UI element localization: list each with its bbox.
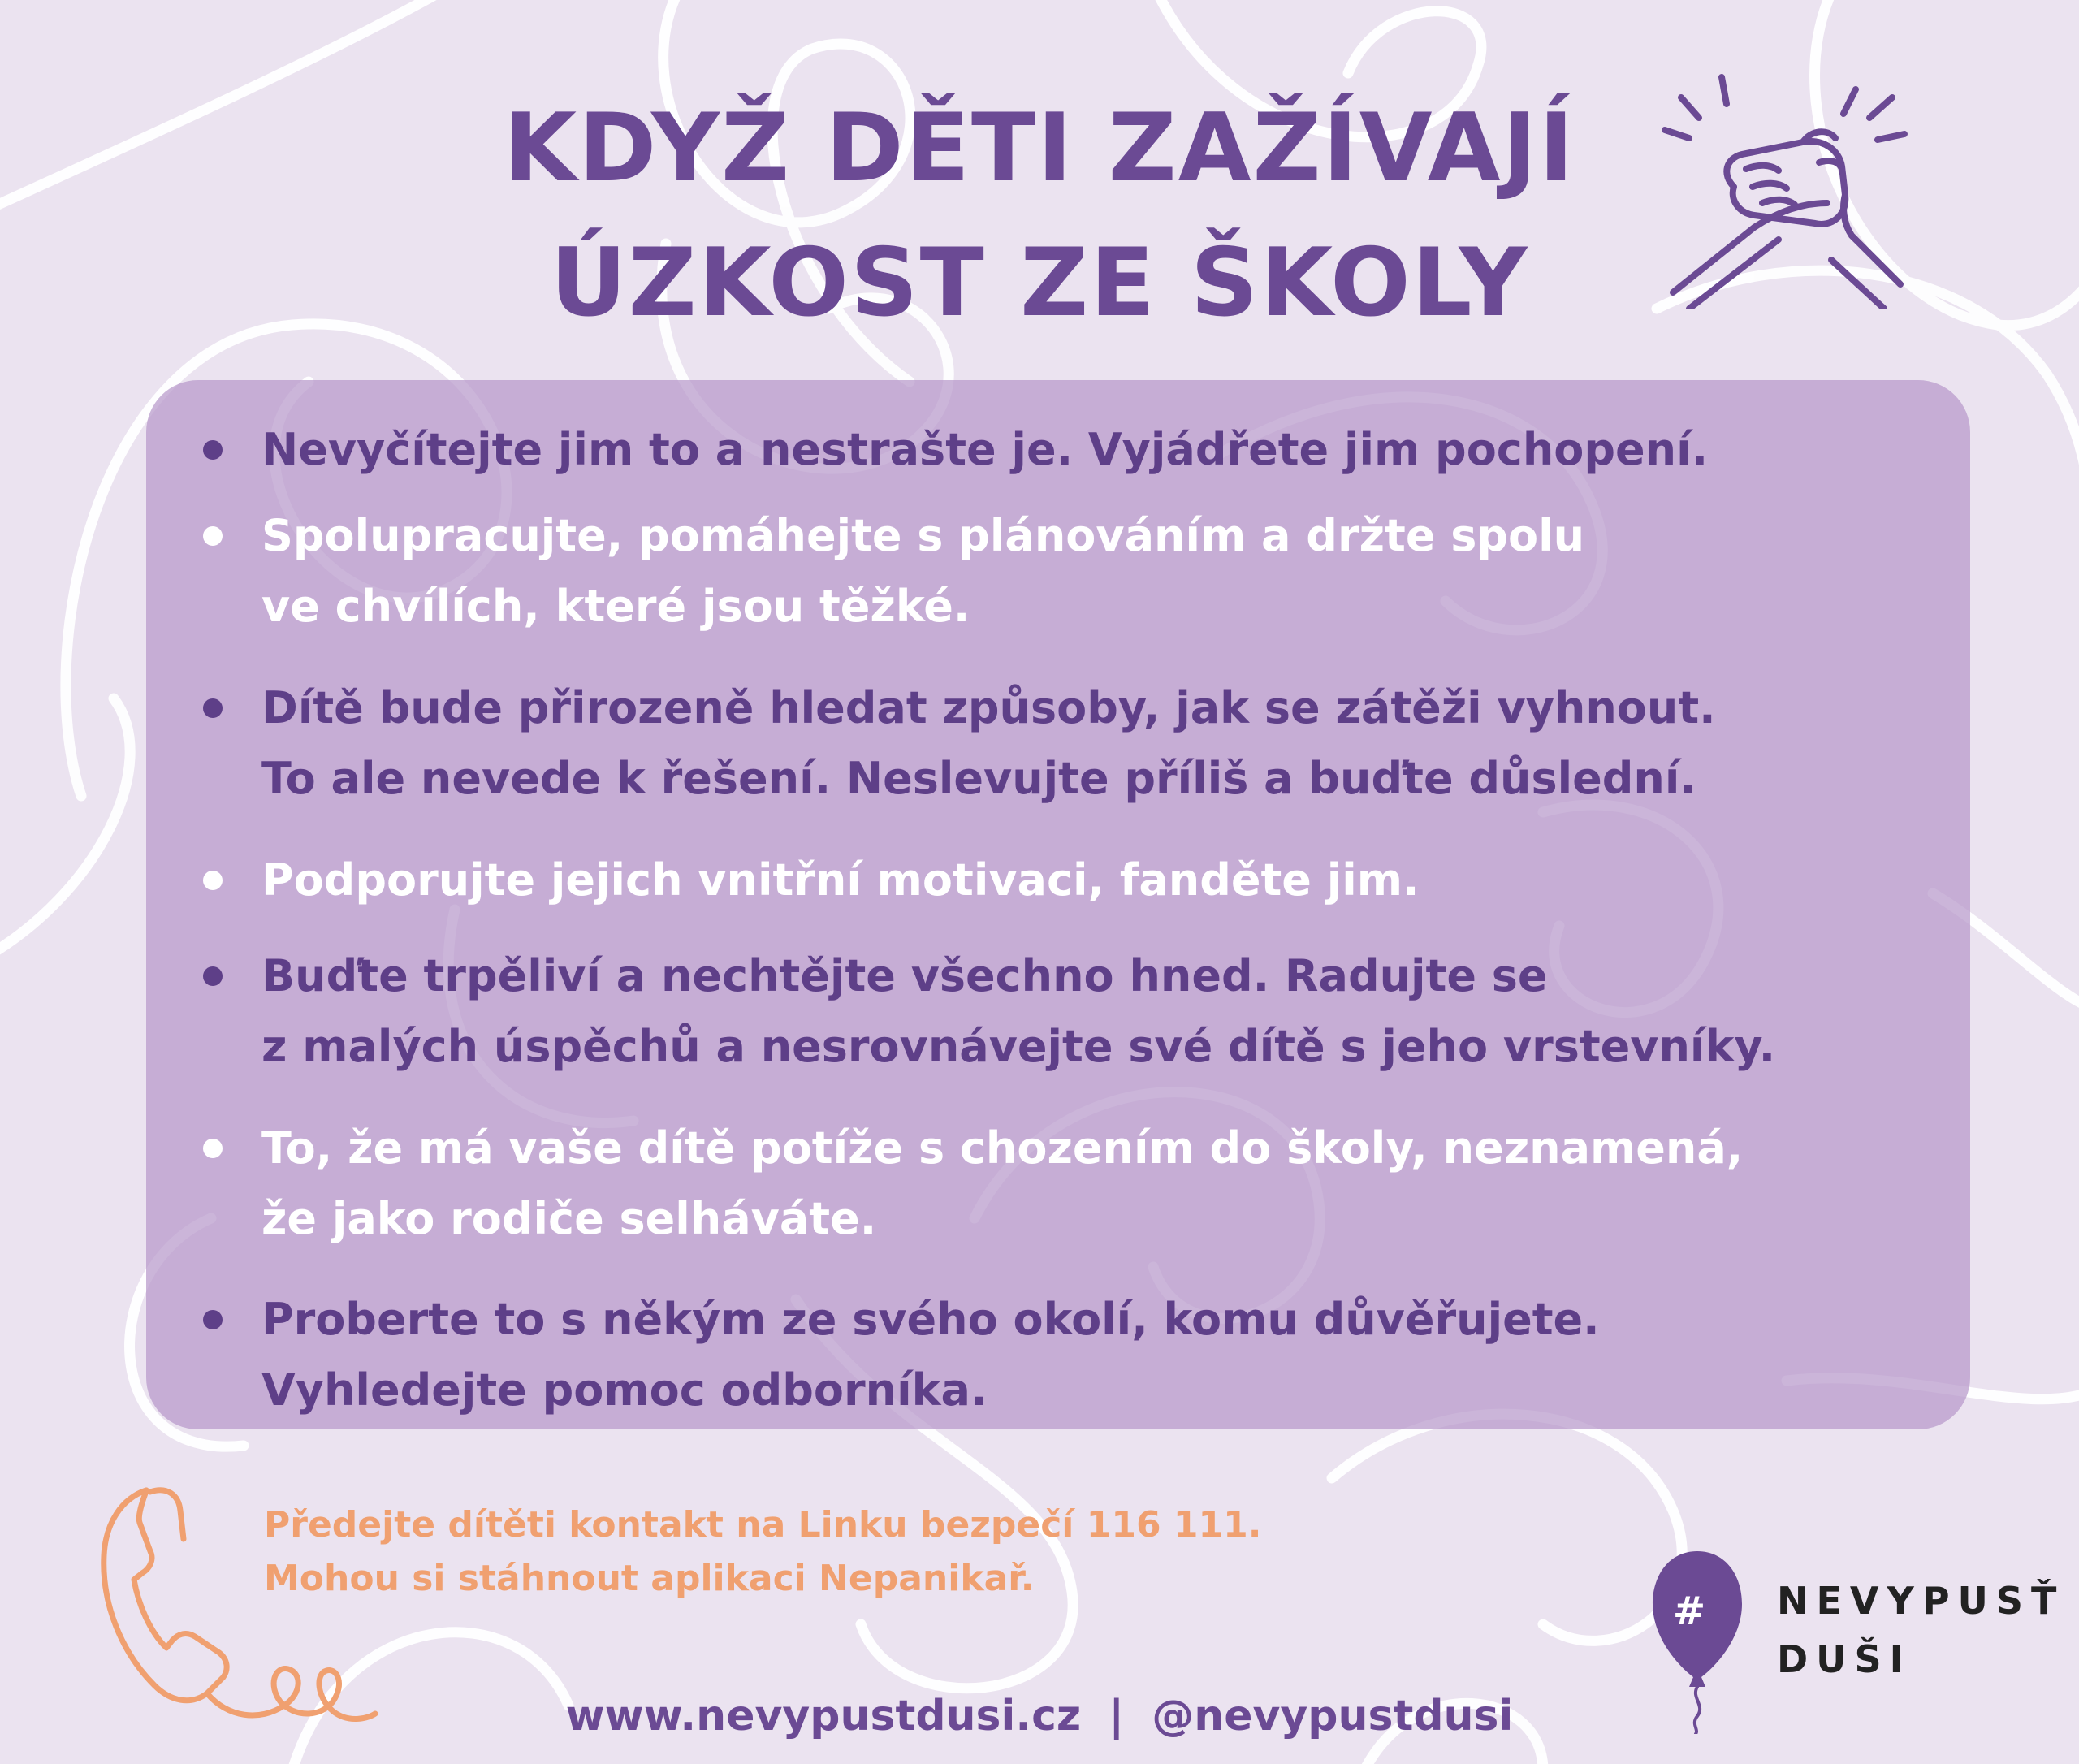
contact-line-2: Mohou si stáhnout aplikaci Nepanikař. [264, 1558, 1035, 1599]
handshake-icon [1657, 73, 1917, 309]
tips-panel [146, 380, 1970, 1429]
bullet-dot-icon [203, 1310, 223, 1329]
brand-logo-text [1777, 1572, 2064, 1688]
tip-text: Dítě bude přirozeně hledat způsoby, jak se zátěži vyhnout. To ale nevede k řešení. Neslevujte příliš a buďte důslední. [261, 682, 1716, 804]
page-title [406, 81, 1673, 351]
balloon-mark: # [1672, 1589, 1706, 1634]
contact-line-1: Předejte dítěti kontakt na Linku bezpečí 116 111. [264, 1504, 1262, 1546]
bullet-dot-icon [203, 966, 223, 986]
tip-text: Buďte trpěliví a nechtějte všechno hned. Radujte se z malých úspěchů a nesrovnávejte své dítě s jeho vrstevníky. [261, 950, 1776, 1072]
footer-links [520, 1686, 1559, 1746]
contact-info [264, 1498, 1320, 1606]
tip-text: Podporujte jejich vnitřní motivaci, fanděte jim. [261, 854, 1420, 906]
title-line-2: ÚZKOST ZE ŠKOLY [550, 228, 1529, 338]
website-link[interactable]: www.nevypustdusi.cz [565, 1692, 1082, 1740]
balloon-icon [1649, 1547, 1746, 1734]
bullet-dot-icon [203, 1139, 223, 1158]
tips-list [146, 380, 1970, 1429]
tip-text: Spolupracujte, pomáhejte s plánováním a držte spolu ve chvílích, které jsou těžké. [261, 510, 1585, 632]
brand-line-1: NEVYPUSŤ [1777, 1579, 2065, 1623]
footer-separator: | [1109, 1692, 1125, 1740]
bullet-dot-icon [203, 526, 223, 546]
tip-text: Proberte to s někým ze svého okolí, komu důvěřujete. Vyhledejte pomoc odborníka. [261, 1294, 1600, 1416]
tip-text: Nevyčítejte jim to a nestrašte je. Vyjádřete jim pochopení. [261, 424, 1709, 475]
bullet-dot-icon [203, 440, 223, 460]
social-handle-link[interactable]: @nevypustdusi [1152, 1692, 1514, 1740]
title-line-1: KDYŽ DĚTI ZAŽÍVAJÍ [504, 93, 1575, 203]
tip-text: To, že má vaše dítě potíže s chozením do školy, neznamená, že jako rodiče selháváte. [261, 1122, 1744, 1244]
bullet-dot-icon [203, 698, 223, 718]
brand-line-2: DUŠI [1777, 1637, 1912, 1681]
bullet-dot-icon [203, 871, 223, 890]
